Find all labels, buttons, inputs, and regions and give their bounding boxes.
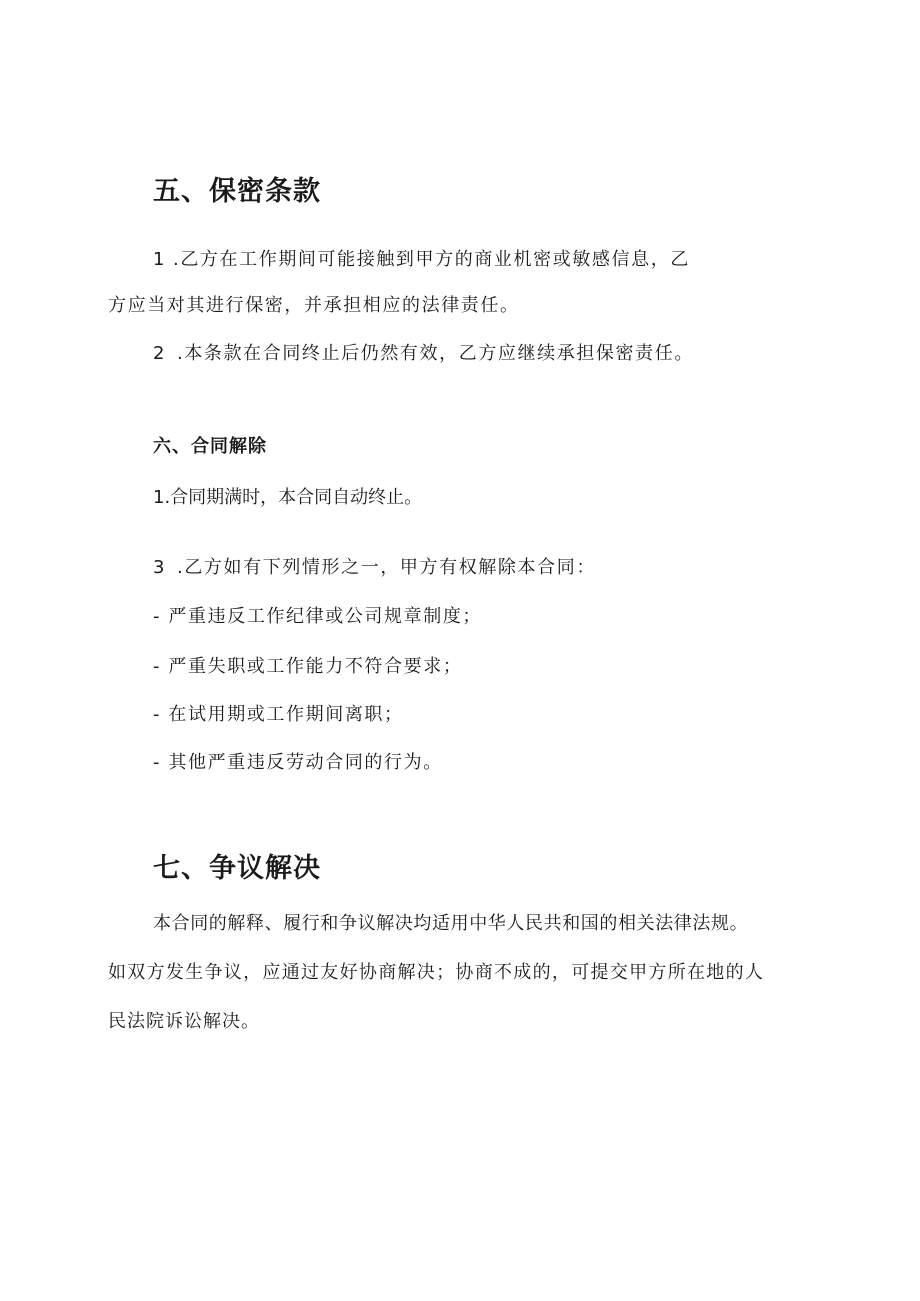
- section-six-item-1: 1.合同期满时，本合同自动终止。: [153, 487, 423, 508]
- item-number: 2: [153, 343, 167, 364]
- section-seven-line-2: 如双方发生争议，应通过友好协商解决；协商不成的，可提交甲方所在地的人: [108, 962, 765, 983]
- item-number: 1: [153, 249, 167, 270]
- item-text: .本条款在合同终止后仍然有效，乙方应继续承担保密责任。: [177, 343, 694, 364]
- list-item: - 严重违反工作纪律或公司规章制度；: [153, 606, 483, 627]
- section-seven-line-3: 民法院诉讼解决。: [108, 1011, 260, 1032]
- section-seven-heading: 七、争议解决: [153, 853, 321, 884]
- item-number: 3: [153, 557, 167, 578]
- section-five-heading: 五、保密条款: [153, 176, 321, 207]
- section-seven-line-1: 本合同的解释、履行和争议解决均适用中华人民共和国的相关法律法规。: [153, 913, 749, 934]
- list-item: - 在试用期或工作期间离职；: [153, 704, 404, 725]
- section-five-item-2: [153, 341, 694, 367]
- list-item: - 严重失职或工作能力不符合要求；: [153, 656, 463, 677]
- item-text: .乙方在工作期间可能接触到甲方的商业机密或敏感信息，乙: [173, 249, 690, 270]
- list-item: - 其他严重违反劳动合同的行为。: [153, 752, 443, 773]
- section-six-heading: 六、合同解除: [153, 436, 267, 457]
- section-six-item-3: [153, 555, 596, 581]
- section-five-item-1-line-1: [153, 247, 690, 273]
- section-five-item-1-line-2: 方应当对其进行保密，并承担相应的法律责任。: [108, 295, 520, 316]
- item-text: .乙方如有下列情形之一，甲方有权解除本合同：: [177, 557, 596, 578]
